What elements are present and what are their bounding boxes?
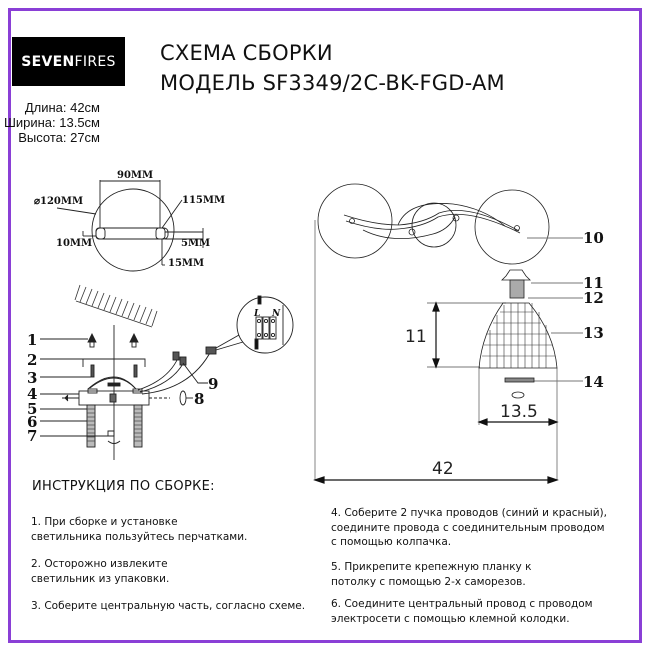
bracket-assembly — [62, 296, 293, 460]
callout-3: 3 — [27, 369, 38, 387]
dim-diameter-120mm: ⌀120MM — [34, 196, 84, 207]
title-line-1: СХЕМА СБОРКИ — [160, 41, 333, 65]
logo-bold: SEVEN — [21, 53, 75, 70]
lamp-shade — [479, 270, 557, 398]
title-line-2: МОДЕЛЬ SF3349/2C-BK-FGD-AM — [160, 71, 505, 95]
callout-13: 13 — [583, 324, 604, 342]
dim-5mm: 5MM — [181, 238, 211, 249]
callout-8: 8 — [194, 390, 205, 408]
callout-lines — [40, 339, 208, 436]
ceiling-hatch-icon — [75, 285, 157, 327]
step-line: 4. Соберите 2 пучка проводов (синий и красный), — [331, 507, 607, 519]
spec-height: Высота: 27см — [18, 130, 100, 145]
instruction-step-2 — [31, 557, 169, 586]
dim-10mm: 10MM — [56, 238, 93, 249]
step-line: соедините провода с соединительным проводом — [331, 521, 605, 534]
callout-9: 9 — [208, 375, 219, 393]
callout-11: 11 — [583, 274, 604, 292]
dim-width-13-5: 13.5 — [500, 402, 538, 422]
callout-14: 14 — [583, 373, 604, 391]
step-line: 2. Осторожно извлеките — [31, 558, 168, 570]
step-line: светильника пользуйтесь перчатками. — [31, 530, 248, 543]
dim-height-11: 11 — [405, 327, 427, 347]
callout-2: 2 — [27, 351, 38, 369]
callout-7: 7 — [27, 427, 38, 445]
spec-width: Ширина: 13.5см — [3, 115, 100, 130]
callout-5: 5 — [27, 400, 38, 418]
step-line: с помощью колпачка. — [331, 536, 452, 548]
instruction-step-3 — [31, 599, 305, 614]
logo-light: FIRES — [74, 53, 116, 70]
terminal-neutral-label: N — [272, 309, 281, 319]
step-line: 1. При сборке и установке — [31, 516, 178, 528]
step-line: 5. Прикрепите крепежную планку к — [331, 561, 532, 573]
instruction-step-4 — [331, 506, 607, 550]
instruction-step-5 — [331, 560, 531, 589]
dim-15mm: 15MM — [168, 258, 205, 269]
instruction-step-6 — [331, 597, 593, 626]
dim-115mm: 115MM — [182, 195, 226, 206]
callout-4: 4 — [27, 385, 38, 403]
callout-6: 6 — [27, 413, 38, 431]
dim-length-42: 42 — [432, 459, 454, 479]
dimension-arrows — [315, 303, 557, 483]
lamp-dimension-lines — [315, 220, 583, 480]
callout-12: 12 — [583, 289, 604, 307]
spec-length: Длина: 42см — [24, 100, 100, 115]
step-line: 6. Соедините центральный провод с проводом — [331, 598, 593, 610]
callout-1: 1 — [27, 331, 38, 349]
step-line: электросети с помощью клемной колодки. — [331, 612, 570, 625]
step-line: 3. Соберите центральную часть, согласно схеме. — [31, 600, 306, 612]
dim-90mm: 90MM — [117, 170, 154, 181]
callout-10: 10 — [583, 229, 604, 247]
instruction-step-1 — [31, 515, 247, 544]
step-line: светильник из упаковки. — [31, 572, 170, 585]
terminal-live-label: L — [254, 309, 261, 319]
instructions-heading: ИНСТРУКЦИЯ ПО СБОРКЕ: — [32, 479, 215, 494]
step-line: потолку с помощью 2-х саморезов. — [331, 575, 526, 588]
lamp-top-view — [318, 184, 549, 264]
